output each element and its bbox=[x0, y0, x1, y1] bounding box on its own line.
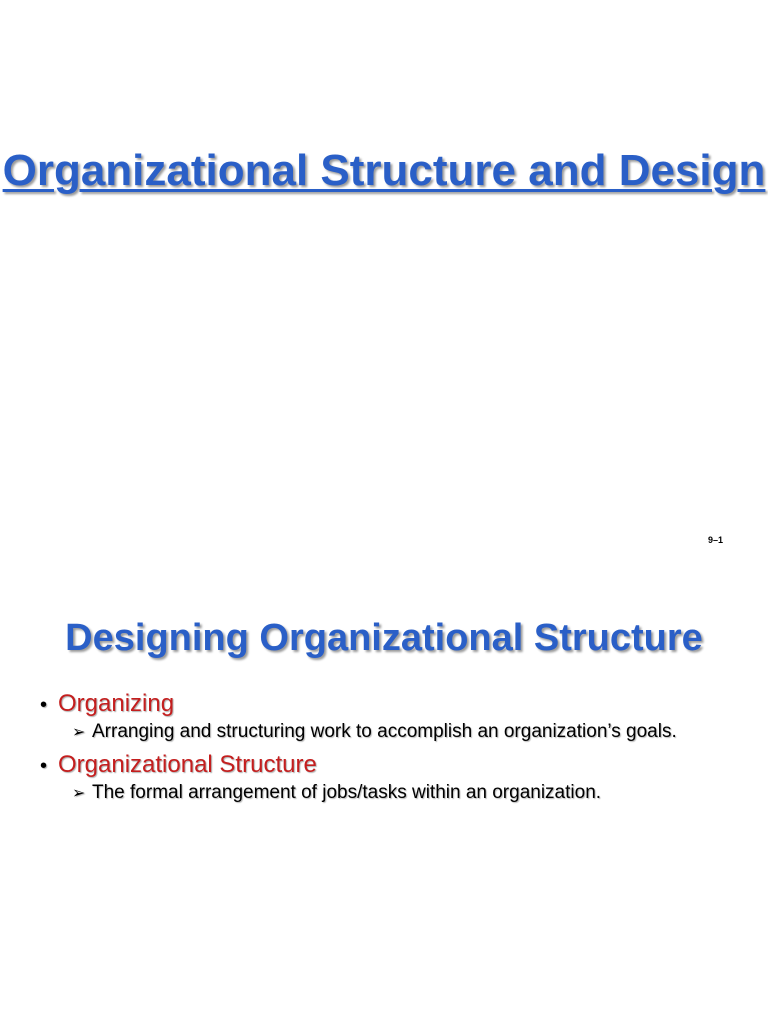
bullet-term: Organizing bbox=[58, 690, 175, 717]
bullet-item bbox=[40, 688, 720, 721]
bullet-dot-icon: • bbox=[40, 755, 48, 777]
arrow-right-icon: ➢ bbox=[72, 785, 86, 802]
bullet-term: Organizational Structure bbox=[58, 751, 317, 778]
sub-bullet-item bbox=[72, 783, 720, 804]
bullet-item bbox=[40, 749, 720, 782]
slide-2-title: Designing Organizational Structure bbox=[65, 617, 703, 659]
slide-2 bbox=[0, 560, 768, 1024]
sub-bullet-text: The formal arrangement of jobs/tasks within an organization. bbox=[92, 782, 602, 803]
bullet-list bbox=[40, 688, 720, 810]
sub-bullet-text: Arranging and structuring work to accomplish an organization’s goals. bbox=[92, 721, 677, 742]
slide-number: 9–1 bbox=[707, 535, 723, 545]
bullet-dot-icon: • bbox=[40, 694, 48, 716]
arrow-right-icon: ➢ bbox=[72, 724, 86, 741]
sub-bullet-item bbox=[72, 722, 720, 743]
slide-1-title: Organizational Structure and Design bbox=[2, 146, 766, 195]
